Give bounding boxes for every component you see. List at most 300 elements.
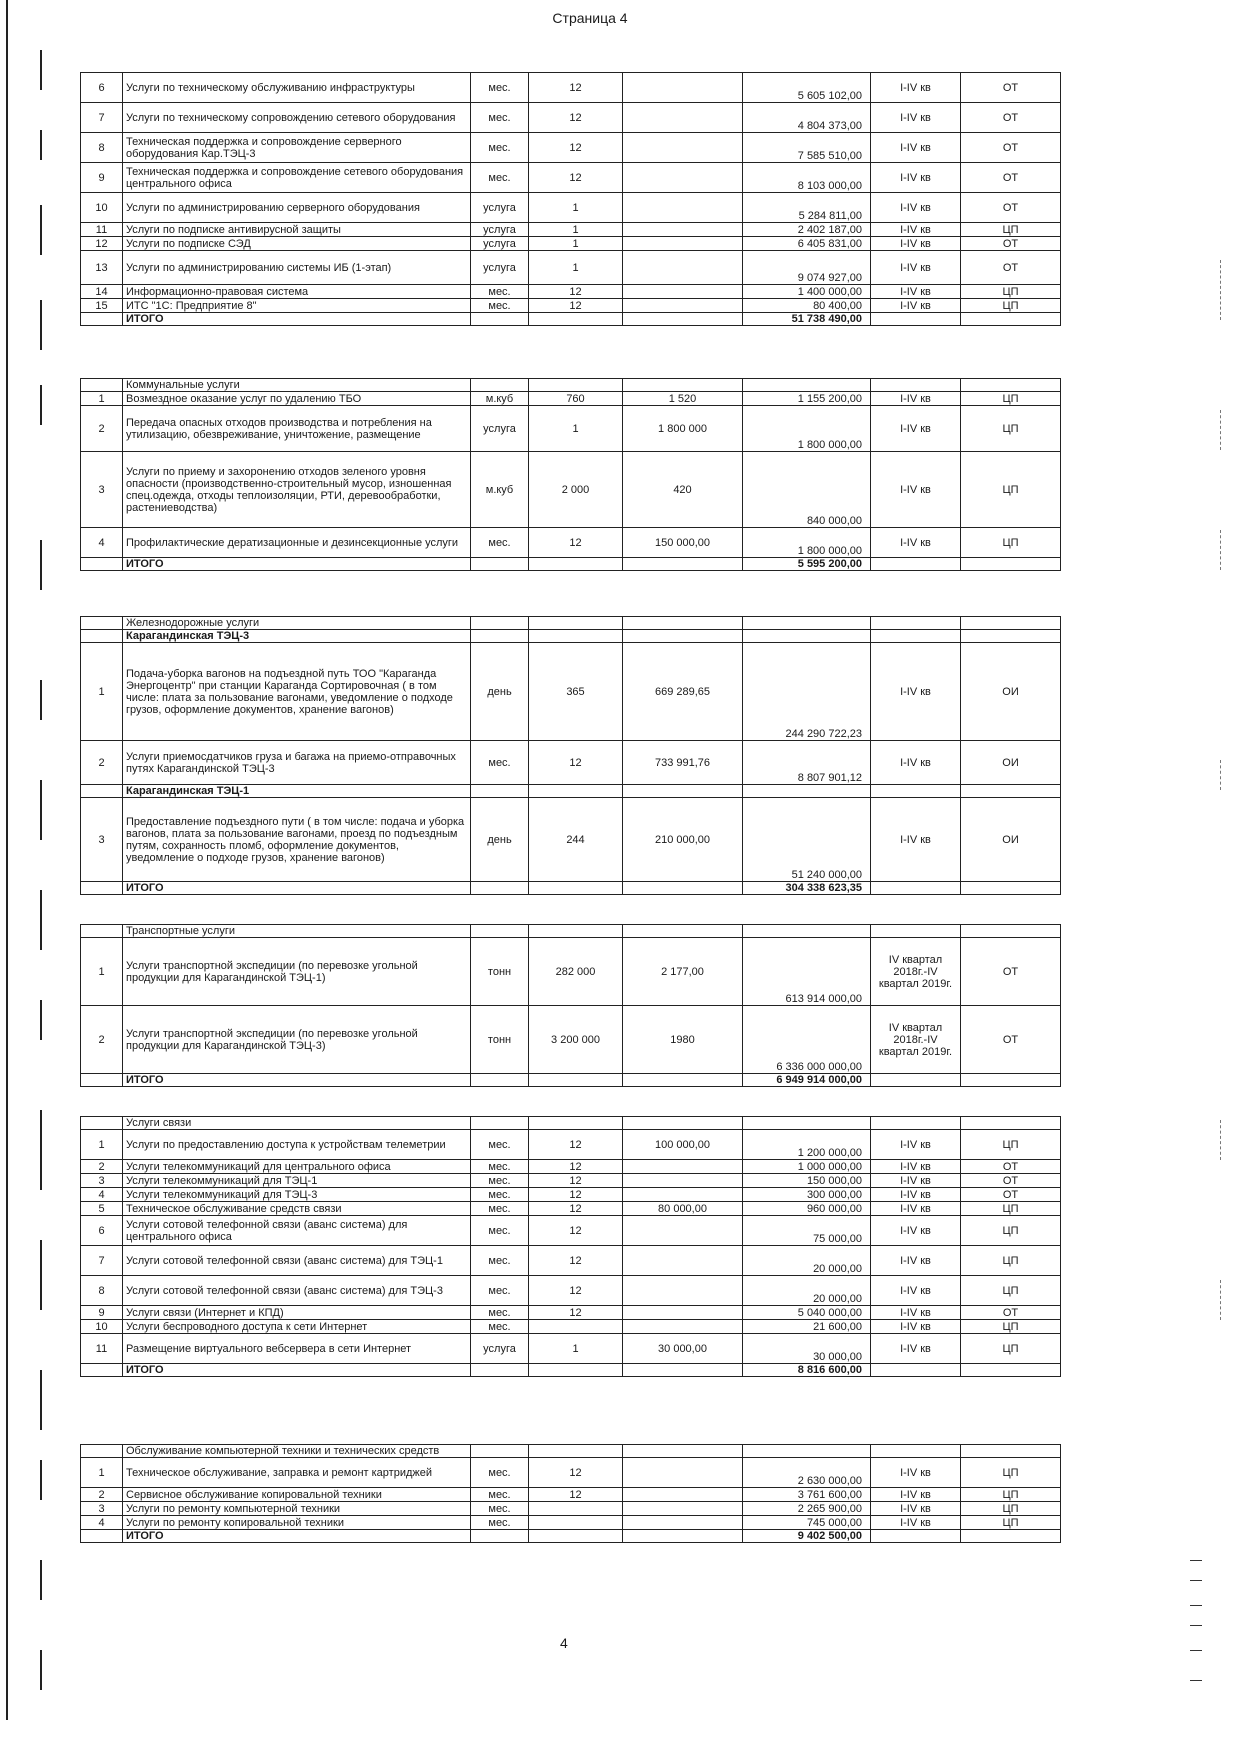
communal-title: Коммунальные услуги <box>123 379 471 392</box>
row-method-code: ЦП <box>961 1516 1061 1530</box>
page-number: 4 <box>560 1635 568 1651</box>
row-total-amount: 20 000,00 <box>743 1276 871 1306</box>
page-header: Страница 4 <box>552 10 628 26</box>
section-communal <box>80 378 1061 571</box>
row-quantity: 12 <box>529 133 623 163</box>
row-unit-price <box>623 285 743 299</box>
table-row <box>81 73 1061 103</box>
row-quantity: 12 <box>529 1488 623 1502</box>
row-unit: мес. <box>471 1488 529 1502</box>
row-quantity: 1 <box>529 1334 623 1364</box>
table-row <box>81 103 1061 133</box>
row-method-code: ОТ <box>961 73 1061 103</box>
row-unit-price <box>623 223 743 237</box>
row-unit: мес. <box>471 1458 529 1488</box>
table-it-services <box>80 72 1061 326</box>
transport-title: Транспортные услуги <box>123 925 471 938</box>
row-unit-price <box>623 1320 743 1334</box>
row-service-name: Услуги телекоммуникаций для центрального офиса <box>123 1160 471 1174</box>
row-unit: мес. <box>471 1174 529 1188</box>
row-total-amount: 5 040 000,00 <box>743 1306 871 1320</box>
row-number: 8 <box>81 1276 123 1306</box>
row-unit-price <box>623 1502 743 1516</box>
row-method-code: ОТ <box>961 1160 1061 1174</box>
row-quantity: 12 <box>529 285 623 299</box>
row-total-amount: 300 000,00 <box>743 1188 871 1202</box>
row-number: 1 <box>81 1458 123 1488</box>
table-railway <box>80 616 1061 895</box>
row-service-name: Услуги телекоммуникаций для ТЭЦ-1 <box>123 1174 471 1188</box>
transport-total-row <box>81 1074 1061 1087</box>
row-period: I-IV кв <box>871 1516 961 1530</box>
row-number: 1 <box>81 1130 123 1160</box>
communication-title: Услуги связи <box>123 1117 471 1130</box>
section-communication <box>80 1116 1061 1377</box>
row-number: 11 <box>81 223 123 237</box>
row-quantity: 1 <box>529 251 623 285</box>
row-number: 4 <box>81 1516 123 1530</box>
row-service-name: Профилактические дератизационные и дезинсекционные услуги <box>123 528 471 558</box>
row-unit-price: 210 000,00 <box>623 798 743 882</box>
row-period: I-IV кв <box>871 1174 961 1188</box>
row-service-name: ИТС "1С: Предприятие 8" <box>123 299 471 313</box>
row-unit-price <box>623 1188 743 1202</box>
row-number: 15 <box>81 299 123 313</box>
row-service-name: Услуги связи (Интернет и КПД) <box>123 1306 471 1320</box>
row-period: I-IV кв <box>871 1188 961 1202</box>
railway-subtitle-1: Карагандинская ТЭЦ-3 <box>123 630 471 643</box>
table-row <box>81 1006 1061 1074</box>
row-total-amount: 150 000,00 <box>743 1174 871 1188</box>
row-total-amount: 1 800 000,00 <box>743 528 871 558</box>
row-service-name: Техническое обслуживание, заправка и ремонт картриджей <box>123 1458 471 1488</box>
table-row <box>81 452 1061 528</box>
row-unit: день <box>471 643 529 741</box>
computer-title-row <box>81 1445 1061 1458</box>
transport-rows <box>81 938 1061 1074</box>
table-row <box>81 1516 1061 1530</box>
row-period: I-IV кв <box>871 285 961 299</box>
row-unit-price: 2 177,00 <box>623 938 743 1006</box>
transport-total-value: 6 949 914 000,00 <box>743 1074 871 1087</box>
table-row <box>81 406 1061 452</box>
row-unit-price: 100 000,00 <box>623 1130 743 1160</box>
row-service-name: Услуги приемосдатчиков груза и багажа на приемо-отправочных путях Карагандинской ТЭЦ-3 <box>123 741 471 785</box>
row-method-code: ЦП <box>961 392 1061 406</box>
row-method-code: ЦП <box>961 1202 1061 1216</box>
row-unit-price <box>623 193 743 223</box>
row-number: 2 <box>81 741 123 785</box>
row-service-name: Услуги сотовой телефонной связи (аванс система) для ТЭЦ-1 <box>123 1246 471 1276</box>
row-unit-price <box>623 1276 743 1306</box>
computer-title: Обслуживание компьютерной техники и технических средств <box>123 1445 471 1458</box>
row-service-name: Услуги по предоставлению доступа к устройствам телеметрии <box>123 1130 471 1160</box>
row-unit: мес. <box>471 133 529 163</box>
communal-total-row <box>81 558 1061 571</box>
row-unit-price <box>623 251 743 285</box>
row-total-amount: 6 405 831,00 <box>743 237 871 251</box>
row-number: 4 <box>81 528 123 558</box>
section-computer <box>80 1444 1061 1543</box>
row-method-code: ЦП <box>961 1246 1061 1276</box>
row-unit-price <box>623 1160 743 1174</box>
section-it-services <box>80 72 1061 326</box>
row-method-code: ОТ <box>961 237 1061 251</box>
row-unit: м.куб <box>471 452 529 528</box>
it-total-value: 51 738 490,00 <box>743 313 871 326</box>
table-row <box>81 938 1061 1006</box>
communication-total-label: ИТОГО <box>123 1364 471 1377</box>
row-total-amount: 613 914 000,00 <box>743 938 871 1006</box>
row-number: 12 <box>81 237 123 251</box>
row-unit-price <box>623 1516 743 1530</box>
railway-total-value: 304 338 623,35 <box>743 882 871 895</box>
row-quantity: 12 <box>529 1246 623 1276</box>
row-unit-price <box>623 1488 743 1502</box>
row-period: I-IV кв <box>871 133 961 163</box>
table-row <box>81 133 1061 163</box>
row-quantity: 12 <box>529 299 623 313</box>
row-quantity: 12 <box>529 741 623 785</box>
row-unit: тонн <box>471 1006 529 1074</box>
row-unit: мес. <box>471 285 529 299</box>
row-unit-price: 733 991,76 <box>623 741 743 785</box>
row-method-code: ЦП <box>961 1502 1061 1516</box>
row-total-amount: 3 761 600,00 <box>743 1488 871 1502</box>
row-method-code: ОИ <box>961 741 1061 785</box>
row-quantity <box>529 1502 623 1516</box>
row-total-amount: 1 200 000,00 <box>743 1130 871 1160</box>
table-row <box>81 741 1061 785</box>
communal-total-label: ИТОГО <box>123 558 471 571</box>
row-unit: услуга <box>471 406 529 452</box>
row-service-name: Передача опасных отходов производства и потребления на утилизацию, обезвреживание, уничтожение, размещение <box>123 406 471 452</box>
row-quantity: 12 <box>529 1202 623 1216</box>
row-method-code: ОТ <box>961 193 1061 223</box>
row-total-amount: 75 000,00 <box>743 1216 871 1246</box>
row-period: I-IV кв <box>871 392 961 406</box>
railway-subtitle-2-row <box>81 785 1061 798</box>
row-method-code: ОТ <box>961 938 1061 1006</box>
row-quantity <box>529 1320 623 1334</box>
table-row <box>81 1320 1061 1334</box>
row-service-name: Услуги сотовой телефонной связи (аванс система) для ТЭЦ-3 <box>123 1276 471 1306</box>
row-number: 8 <box>81 133 123 163</box>
row-service-name: Услуги по администрированию системы ИБ (1-этап) <box>123 251 471 285</box>
row-total-amount: 1 800 000,00 <box>743 406 871 452</box>
row-number: 6 <box>81 73 123 103</box>
row-period: I-IV кв <box>871 1160 961 1174</box>
row-unit-price <box>623 1174 743 1188</box>
row-unit-price <box>623 237 743 251</box>
row-total-amount: 80 400,00 <box>743 299 871 313</box>
row-number: 9 <box>81 1306 123 1320</box>
row-number: 10 <box>81 193 123 223</box>
railway-rows <box>81 643 1061 882</box>
it-total-row <box>81 313 1061 326</box>
table-row <box>81 1216 1061 1246</box>
row-total-amount: 1 400 000,00 <box>743 285 871 299</box>
row-period: I-IV кв <box>871 193 961 223</box>
table-row <box>81 299 1061 313</box>
row-service-name: Услуги по техническому сопровождению сетевого оборудования <box>123 103 471 133</box>
row-quantity: 1 <box>529 193 623 223</box>
row-period: I-IV кв <box>871 643 961 741</box>
row-method-code: ОИ <box>961 643 1061 741</box>
row-period: IV квартал 2018г.-IV квартал 2019г. <box>871 938 961 1006</box>
row-method-code: ЦП <box>961 1130 1061 1160</box>
row-method-code: ОТ <box>961 1174 1061 1188</box>
row-quantity: 282 000 <box>529 938 623 1006</box>
row-quantity: 12 <box>529 1130 623 1160</box>
row-unit-price <box>623 1306 743 1320</box>
table-row <box>81 392 1061 406</box>
row-quantity: 1 <box>529 223 623 237</box>
row-number: 1 <box>81 938 123 1006</box>
row-period: I-IV кв <box>871 223 961 237</box>
row-method-code: ОТ <box>961 1188 1061 1202</box>
row-service-name: Техническое обслуживание средств связи <box>123 1202 471 1216</box>
row-service-name: Услуги беспроводного доступа к сети Интернет <box>123 1320 471 1334</box>
row-number: 11 <box>81 1334 123 1364</box>
row-number: 2 <box>81 406 123 452</box>
row-number: 1 <box>81 643 123 741</box>
row-method-code: ЦП <box>961 406 1061 452</box>
row-quantity <box>529 1516 623 1530</box>
row-service-name: Услуги сотовой телефонной связи (аванс система) для центрального офиса <box>123 1216 471 1246</box>
row-period: I-IV кв <box>871 528 961 558</box>
table-row <box>81 1188 1061 1202</box>
row-number: 2 <box>81 1488 123 1502</box>
row-method-code: ЦП <box>961 1334 1061 1364</box>
row-unit: мес. <box>471 1276 529 1306</box>
row-service-name: Техническая поддержка и сопровождение сетевого оборудования центрального офиса <box>123 163 471 193</box>
row-quantity: 244 <box>529 798 623 882</box>
row-number: 3 <box>81 1502 123 1516</box>
row-number: 3 <box>81 798 123 882</box>
row-period: I-IV кв <box>871 1216 961 1246</box>
row-unit-price: 150 000,00 <box>623 528 743 558</box>
row-service-name: Услуги по ремонту копировальной техники <box>123 1516 471 1530</box>
row-total-amount: 6 336 000 000,00 <box>743 1006 871 1074</box>
table-row <box>81 1334 1061 1364</box>
row-quantity: 12 <box>529 1160 623 1174</box>
row-number: 6 <box>81 1216 123 1246</box>
row-service-name: Услуги по подписке СЭД <box>123 237 471 251</box>
row-method-code: ОТ <box>961 103 1061 133</box>
row-unit: мес. <box>471 1306 529 1320</box>
row-total-amount: 8 103 000,00 <box>743 163 871 193</box>
row-unit: мес. <box>471 1130 529 1160</box>
row-period: I-IV кв <box>871 237 961 251</box>
row-quantity: 3 200 000 <box>529 1006 623 1074</box>
section-transport <box>80 924 1061 1087</box>
row-period: I-IV кв <box>871 1458 961 1488</box>
row-quantity: 12 <box>529 103 623 133</box>
row-service-name: Услуги по ремонту компьютерной техники <box>123 1502 471 1516</box>
row-number: 3 <box>81 1174 123 1188</box>
row-period: I-IV кв <box>871 251 961 285</box>
row-unit: мес. <box>471 1246 529 1276</box>
table-row <box>81 1502 1061 1516</box>
row-unit-price <box>623 1458 743 1488</box>
row-total-amount: 4 804 373,00 <box>743 103 871 133</box>
row-total-amount: 20 000,00 <box>743 1246 871 1276</box>
row-number: 10 <box>81 1320 123 1334</box>
row-unit: мес. <box>471 1516 529 1530</box>
section-railway <box>80 616 1061 895</box>
table-row <box>81 193 1061 223</box>
row-number: 13 <box>81 251 123 285</box>
row-quantity: 12 <box>529 1276 623 1306</box>
row-service-name: Предоставление подъездного пути ( в том числе: подача и уборка вагонов, плата за пользование вагонами, проезд по подъездным путям, сохранность пломб, оформление документов, уведомление о подходе грузов, хранение вагонов) <box>123 798 471 882</box>
row-method-code: ЦП <box>961 452 1061 528</box>
row-unit: мес. <box>471 741 529 785</box>
railway-subtitle-2: Карагандинская ТЭЦ-1 <box>123 785 471 798</box>
table-row <box>81 1174 1061 1188</box>
row-unit: мес. <box>471 103 529 133</box>
row-total-amount: 5 284 811,00 <box>743 193 871 223</box>
row-quantity: 760 <box>529 392 623 406</box>
it-total-label: ИТОГО <box>123 313 471 326</box>
railway-title-row <box>81 617 1061 630</box>
row-total-amount: 2 630 000,00 <box>743 1458 871 1488</box>
row-unit: услуга <box>471 193 529 223</box>
row-unit: тонн <box>471 938 529 1006</box>
row-method-code: ОТ <box>961 1006 1061 1074</box>
row-unit: услуга <box>471 251 529 285</box>
row-unit: мес. <box>471 1188 529 1202</box>
row-method-code: ЦП <box>961 285 1061 299</box>
row-quantity: 12 <box>529 73 623 103</box>
row-unit: мес. <box>471 1502 529 1516</box>
row-number: 4 <box>81 1188 123 1202</box>
row-unit-price <box>623 1246 743 1276</box>
row-total-amount: 1 155 200,00 <box>743 392 871 406</box>
row-quantity: 12 <box>529 1174 623 1188</box>
table-communication <box>80 1116 1061 1377</box>
row-total-amount: 51 240 000,00 <box>743 798 871 882</box>
row-total-amount: 8 807 901,12 <box>743 741 871 785</box>
table-row <box>81 798 1061 882</box>
row-number: 5 <box>81 1202 123 1216</box>
row-unit-price <box>623 299 743 313</box>
row-unit: мес. <box>471 1216 529 1246</box>
row-unit: услуга <box>471 237 529 251</box>
railway-total-row <box>81 882 1061 895</box>
row-total-amount: 30 000,00 <box>743 1334 871 1364</box>
communication-total-value: 8 816 600,00 <box>743 1364 871 1377</box>
row-total-amount: 21 600,00 <box>743 1320 871 1334</box>
railway-title: Железнодорожные услуги <box>123 617 471 630</box>
row-total-amount: 2 265 900,00 <box>743 1502 871 1516</box>
communication-total-row <box>81 1364 1061 1377</box>
row-service-name: Сервисное обслуживание копировальной техники <box>123 1488 471 1502</box>
row-period: I-IV кв <box>871 798 961 882</box>
row-service-name: Подача-уборка вагонов на подъездной путь ТОО "Караганда Энергоцентр" при станции Караганда Сортировочная ( в том числе: плата за пользование вагонами, уведомление о подходе грузов, оформление документов, хранение вагонов) <box>123 643 471 741</box>
row-number: 2 <box>81 1006 123 1074</box>
row-quantity: 12 <box>529 1306 623 1320</box>
row-total-amount: 745 000,00 <box>743 1516 871 1530</box>
row-method-code: ЦП <box>961 1216 1061 1246</box>
table-row <box>81 1306 1061 1320</box>
row-period: I-IV кв <box>871 452 961 528</box>
row-unit-price <box>623 133 743 163</box>
row-unit: мес. <box>471 1320 529 1334</box>
row-method-code: ЦП <box>961 1320 1061 1334</box>
it-rows <box>81 73 1061 313</box>
transport-title-row <box>81 925 1061 938</box>
table-row <box>81 1160 1061 1174</box>
row-service-name: Услуги телекоммуникаций для ТЭЦ-3 <box>123 1188 471 1202</box>
communal-title-row <box>81 379 1061 392</box>
row-service-name: Услуги по техническому обслуживанию инфраструктуры <box>123 73 471 103</box>
row-number: 3 <box>81 452 123 528</box>
row-unit: мес. <box>471 73 529 103</box>
row-period: I-IV кв <box>871 406 961 452</box>
table-row <box>81 1276 1061 1306</box>
row-service-name: Услуги транспортной экспедиции (по перевозке угольной продукции для Карагандинской ТЭЦ-3) <box>123 1006 471 1074</box>
row-unit-price: 30 000,00 <box>623 1334 743 1364</box>
row-unit-price: 1 800 000 <box>623 406 743 452</box>
row-quantity: 12 <box>529 1188 623 1202</box>
row-quantity: 12 <box>529 528 623 558</box>
row-number: 9 <box>81 163 123 193</box>
table-row <box>81 643 1061 741</box>
row-period: I-IV кв <box>871 741 961 785</box>
communication-rows <box>81 1130 1061 1364</box>
row-method-code: ЦП <box>961 528 1061 558</box>
transport-total-label: ИТОГО <box>123 1074 471 1087</box>
row-unit: мес. <box>471 1202 529 1216</box>
row-method-code: ЦП <box>961 299 1061 313</box>
row-unit: мес. <box>471 299 529 313</box>
row-total-amount: 7 585 510,00 <box>743 133 871 163</box>
table-row <box>81 237 1061 251</box>
row-service-name: Возмездное оказание услуг по удалению ТБО <box>123 392 471 406</box>
table-row <box>81 251 1061 285</box>
table-row <box>81 1246 1061 1276</box>
row-number: 7 <box>81 1246 123 1276</box>
row-service-name: Информационно-правовая система <box>123 285 471 299</box>
row-unit-price: 420 <box>623 452 743 528</box>
row-unit-price: 80 000,00 <box>623 1202 743 1216</box>
row-period: IV квартал 2018г.-IV квартал 2019г. <box>871 1006 961 1074</box>
computer-rows <box>81 1458 1061 1530</box>
row-total-amount: 9 074 927,00 <box>743 251 871 285</box>
row-quantity: 12 <box>529 1458 623 1488</box>
row-method-code: ОТ <box>961 163 1061 193</box>
row-total-amount: 5 605 102,00 <box>743 73 871 103</box>
row-unit-price: 1 520 <box>623 392 743 406</box>
row-period: I-IV кв <box>871 1320 961 1334</box>
row-period: I-IV кв <box>871 1502 961 1516</box>
table-row <box>81 528 1061 558</box>
row-service-name: Услуги по подписке антивирусной защиты <box>123 223 471 237</box>
row-quantity: 12 <box>529 1216 623 1246</box>
row-number: 1 <box>81 392 123 406</box>
row-total-amount: 960 000,00 <box>743 1202 871 1216</box>
table-row <box>81 223 1061 237</box>
row-quantity: 1 <box>529 406 623 452</box>
row-number: 14 <box>81 285 123 299</box>
row-period: I-IV кв <box>871 1276 961 1306</box>
row-period: I-IV кв <box>871 1202 961 1216</box>
table-row <box>81 285 1061 299</box>
computer-total-row <box>81 1530 1061 1543</box>
row-unit-price: 669 289,65 <box>623 643 743 741</box>
table-transport <box>80 924 1061 1087</box>
